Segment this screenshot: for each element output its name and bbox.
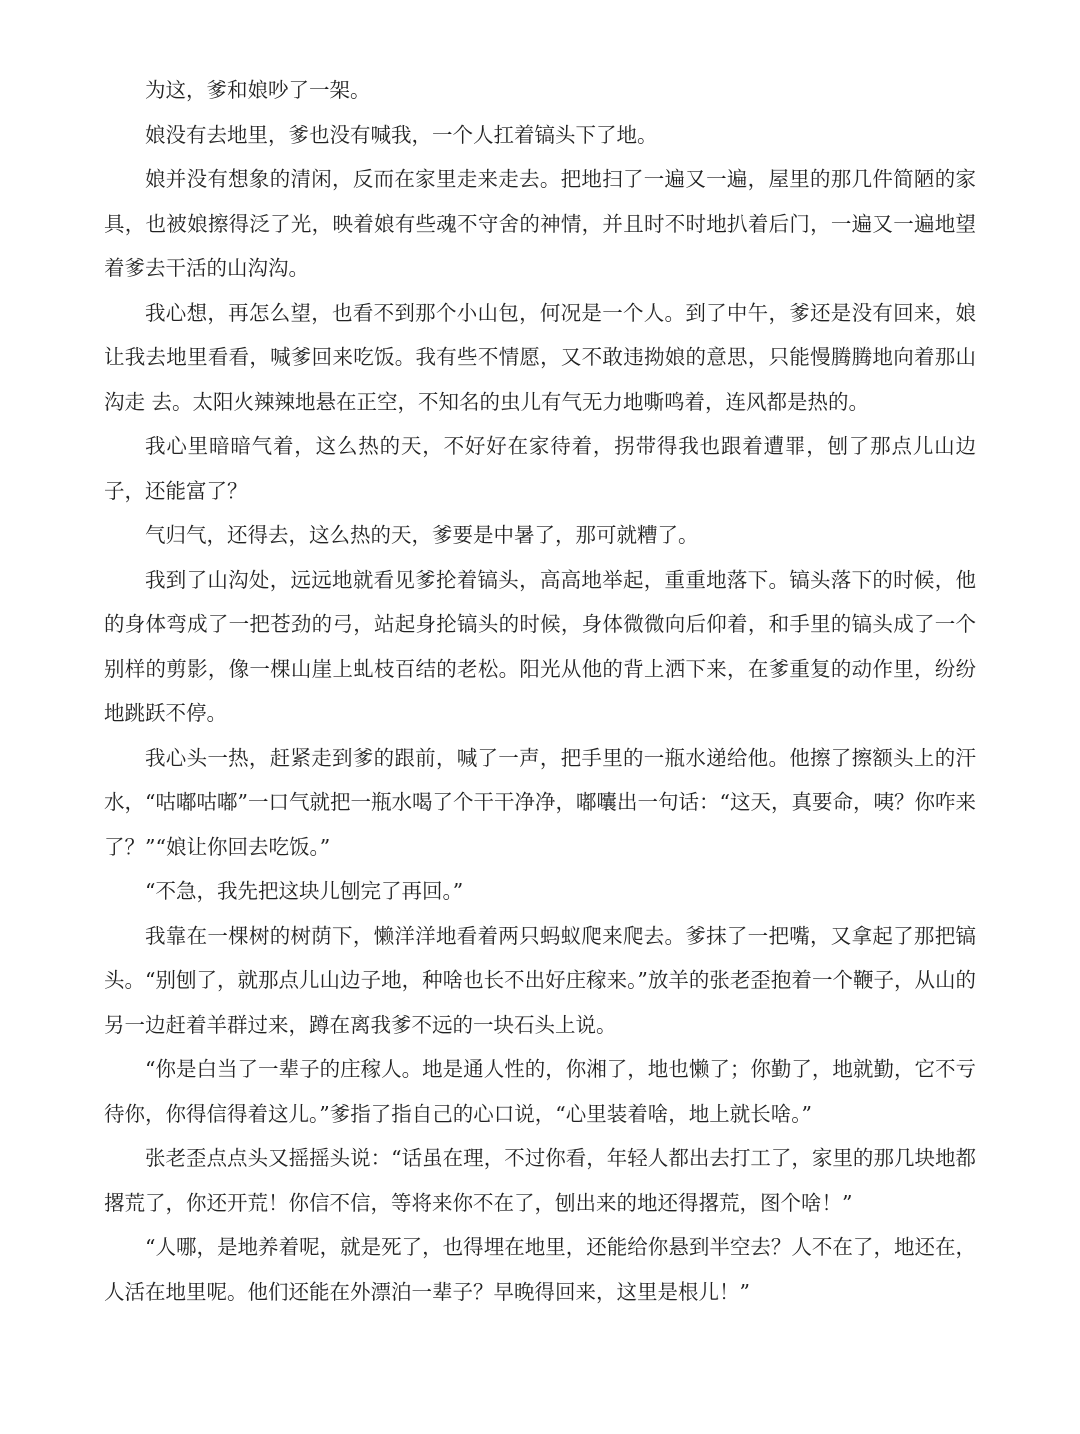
paragraph-6: 气归气，还得去，这么热的天，爹要是中暑了，那可就糟了。 bbox=[145, 523, 699, 547]
paragraph-10: 我靠在一棵树的树荫下，懒洋洋地看着两只蚂蚁爬来爬去。爹抹了一把嘴，又拿起了那把镐头。“别刨了，就那点儿山边子地，种啥也长不出好庄稼来。”放羊的张老歪抱着一个鞭子，从山的另一边赶着羊群过来，蹲在离我爹不远的一块石头上说。 bbox=[104, 923, 976, 1037]
paragraph-2: 娘没有去地里，爹也没有喊我，一个人扛着镐头下了地。 bbox=[145, 122, 658, 147]
paragraph-3: 娘并没有想象的清闲，反而在家里走来走去。把地扫了一遍又一遍，屋里的那几件简陋的家具，也被娘擦得泛了光，映着娘有些魂不守舍的神情，并且时不时地扒着后门，一遍又一遍地望着爹去干活的山沟沟。 bbox=[104, 167, 976, 280]
paragraph-8: 我心头一热，赶紧走到爹的跟前，喊了一声，把手里的一瓶水递给他。他擦了擦额头上的汗水，“咕嘟咕嘟”一口气就把一瓶水喝了个干干净净，嘟囔出一句话：“这天，真要命，咦？你咋来了？”“娘让你回去吃饭。” bbox=[104, 745, 976, 859]
paragraph-5: 我心里暗暗气着，这么热的天，不好好在家待着，拐带得我也跟着遭罪，刨了那点儿山边子，还能富了？ bbox=[104, 434, 976, 503]
paragraph-9: “不急，我先把这块儿刨完了再回。” bbox=[145, 879, 464, 903]
paragraph-7: 我到了山沟处，远远地就看见爹抡着镐头，高高地举起，重重地落下。镐头落下的时候，他的身体弯成了一把苍劲的弓，站起身抡镐头的时候，身体微微向后仰着，和手里的镐头成了一个别样的剪影，像一棵山崖上虬枝百结的老松。阳光从他的背上洒下来，在爹重复的动作里，纷纷地跳跃不停。 bbox=[104, 567, 976, 725]
paragraph-12: 张老歪点点头又摇摇头说：“话虽在理，不过你看，年轻人都出去打工了，家里的那几块地都撂荒了，你还开荒！你信不信，等将来你不在了，刨出来的地还得撂荒，图个啥！” bbox=[104, 1146, 976, 1215]
paragraph-13: “人哪，是地养着呢，就是死了，也得埋在地里，还能给你悬到半空去？人不在了，地还在，人活在地里呢。他们还能在外漂泊一辈子？早晚得回来，这里是根儿！” bbox=[104, 1235, 976, 1304]
paragraph-11: “你是白当了一辈子的庄稼人。地是通人性的，你湘了，地也懒了；你勤了，地就勤，它不亏待你，你得信得着这儿。”爹指了指自己的心口说，“心里装着啥，地上就长啥。” bbox=[104, 1057, 976, 1126]
document-page bbox=[104, 68, 976, 1314]
paragraph-1: 为这，爹和娘吵了一架。 bbox=[145, 78, 371, 102]
paragraph-4: 我心想，再怎么望，也看不到那个小山包，何况是一个人。到了中午，爹还是没有回来，娘让我去地里看看，喊爹回来吃饭。我有些不情愿，又不敢违拗娘的意思，只能慢腾腾地向着那山沟走 去。太阳火辣辣地悬在正空，不知名的虫儿有气无力地嘶鸣着，连风都是热的。 bbox=[104, 300, 976, 414]
